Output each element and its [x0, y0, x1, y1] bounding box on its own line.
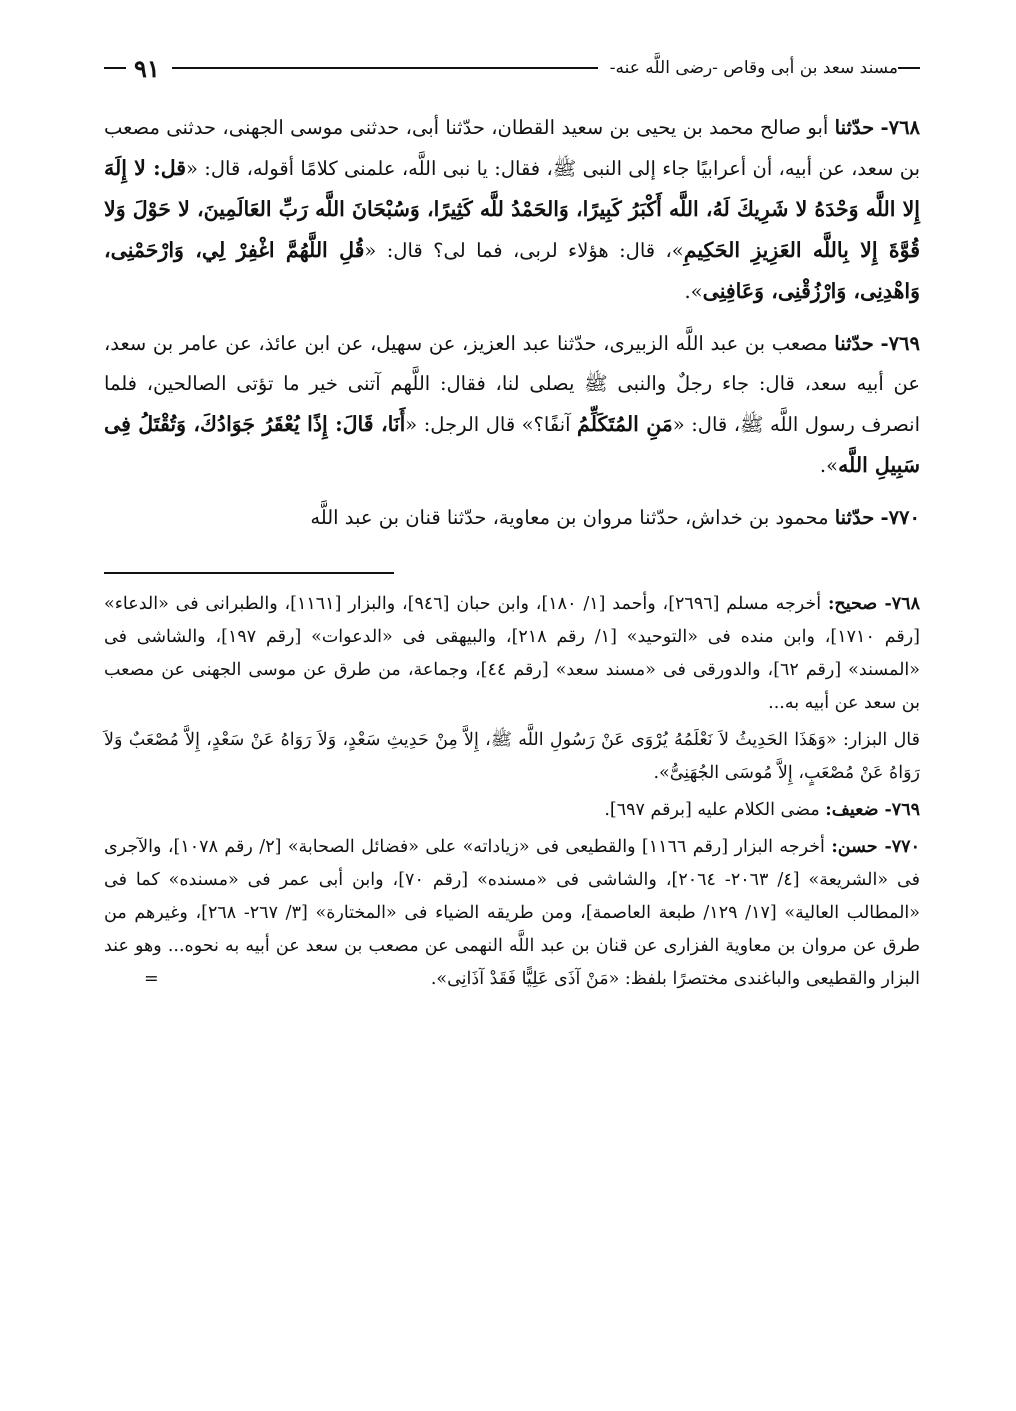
- hadith-quote: مَنِ المُتَكَلِّمُ: [577, 412, 673, 436]
- hadith-769: [104, 324, 920, 486]
- hadith-quote: قل: لا إِلَهَ إِلا اللَّه وَحْدَهُ لا شَرِيكَ لَهُ، اللَّه أَكْبَرُ كَبِيرًا، وَالحَمْدُ للَّه كَثِيرًا، وَسُبْحَانَ اللَّه رَبِّ العَالَمِينَ، لا حَوْلَ وَلا قُوَّةَ إِلا بِاللَّه العَزِيزِ الحَكِيمِ: [104, 156, 921, 262]
- hadith-text: مصعب بن عبد اللَّه الزبيرى، حدّثنا عبد العزيز، عن سهيل، عن ابن عائذ، عن عامر بن سعد، عن أبيه سعد، قال: جاء رجلٌ والنبى ﷺ يصلى لنا، فقال: اللَّهم آتنى خير ما تؤتى الصالحين، فلما انصرف رسول اللَّه ﷺ، قال: «: [104, 332, 921, 436]
- page-header: [104, 48, 920, 88]
- header-rule-right: [898, 67, 920, 69]
- continuation-mark: =: [144, 969, 159, 989]
- hadith-number: ٧٦٨-: [880, 116, 921, 139]
- hadith-text: ».: [684, 280, 703, 303]
- footnote-text: أخرجه مسلم [٢٦٩٦]، وأحمد [١/ ١٨٠]، وابن حبان [٩٤٦]، والبزار [١١٦١]، والطبرانى فى «الدعاء» [رقم ١٧١٠]، وابن منده فى «التوحيد» [١/ رقم ٢١٨]، والبيهقى فى «الدعوات» [رقم ١٩٧]، والشاشى فى «المسند» [رقم ٦٢]، والدورقى فى «مسند سعد» [رقم ٤٤]، وجماعة، من طرق عن موسى الجهنى عن مصعب بن سعد عن أبيه به...: [104, 594, 920, 713]
- hadith-lead: حدّثنا: [834, 116, 875, 139]
- running-title: مسند سعد بن أبى وقاص -رضى اللَّه عنه-: [609, 58, 898, 78]
- footnote-label: ٧٦٨- صحيح:: [827, 594, 920, 614]
- hadith-quote: أَنَا، قَالَ: إِذًا يُعْقَرُ جَوَادُكَ، وَتُقْتَلُ فِى سَبِيلِ اللَّه: [104, 412, 920, 477]
- header-rule: [172, 67, 598, 69]
- header-rule-left: [104, 67, 126, 69]
- hadith-lead: حدّثنا: [834, 332, 874, 355]
- hadith-number: ٧٦٩-: [880, 332, 920, 355]
- footnote-768-continuation: قال البزار: «وَهَذَا الحَدِيثُ لاَ نَعْلَمُهُ يُرْوَى عَنْ رَسُولِ اللَّه ﷺ، إِلاَّ مِنْ حَدِيثِ سَعْدٍ، وَلاَ رَوَاهُ عَنْ سَعْدٍ، إِلاَّ مُصْعَبٌ وَلاَ رَوَاهُ عَنْ مُصْعَبٍ، إِلاَّ مُوسَى الجُهَنِىُّ».: [104, 730, 920, 783]
- hadith-number: ٧٧٠-: [880, 506, 920, 529]
- page-number: ٩١: [134, 53, 160, 83]
- footnote-text: مضى الكلام عليه [برقم ٦٩٧].: [604, 800, 820, 820]
- main-text: [104, 108, 920, 538]
- footnote-separator: [104, 572, 394, 574]
- footnote-text: أخرجه البزار [رقم ١١٦٦] والقطيعى فى «زياداته» على «فضائل الصحابة» [٢/ رقم ١٠٧٨]، والآجرى فى «الشريعة» [٤/ ٢٠٦٣- ٢٠٦٤]، والشاشى فى «مسنده» [رقم ٧٠]، وابن أبى عمر فى «مسنده» كما فى «المطالب العالية» [١٧/ ١٢٩/ طبعة العاصمة]، ومن طريقه الضياء فى «المختارة» [٣/ ٢٦٧- ٢٦٨]، وغيرهم من طرق عن مروان بن معاوية الفزارى عن قنان بن عبد اللَّه النهمى عن مصعب بن سعد عن أبيه به نحوه... وهو عند البزار والقطيعى والباغندى مختصرًا بلفظ: «مَنْ آذَى عَلِيًّا فَقَدْ آذَانِى».: [104, 837, 920, 989]
- hadith-770: [104, 498, 920, 538]
- hadith-text: آنفًا؟» قال الرجل: «: [405, 413, 578, 436]
- hadith-lead: حدّثنا: [834, 506, 875, 529]
- hadith-768: [104, 108, 920, 312]
- footnote-768: [104, 588, 920, 720]
- hadith-quote: قُلِ اللَّهُمَّ اغْفِرْ لِي، وَارْحَمْنِى، وَاهْدِنِى، وَارْزُقْنِى، وَعَافِنِى: [104, 238, 920, 303]
- hadith-text: محمود بن خداش، حدّثنا مروان بن معاوية، حدّثنا قنان بن عبد اللَّه: [310, 506, 829, 529]
- hadith-text: ».: [819, 454, 839, 477]
- hadith-text: أبو صالح محمد بن يحيى بن سعيد القطان، حدّثنا أبى، حدثنى موسى الجهنى، حدثنى مصعب بن سعد، عن أبيه، أن أعرابيًا جاء إلى النبى ﷺ، فقال: يا نبى اللَّه، علمنى كلامًا أقوله، قال: «: [104, 116, 920, 180]
- hadith-text: »، قال: هؤلاء لربى، فما لى؟ قال: «: [364, 239, 684, 262]
- footnotes: [104, 588, 920, 996]
- footnote-label: ٧٦٩- ضعيف:: [825, 800, 920, 820]
- footnote-770: [104, 831, 920, 996]
- footnote-769: [104, 794, 920, 827]
- footnote-label: ٧٧٠- حسن:: [831, 837, 920, 857]
